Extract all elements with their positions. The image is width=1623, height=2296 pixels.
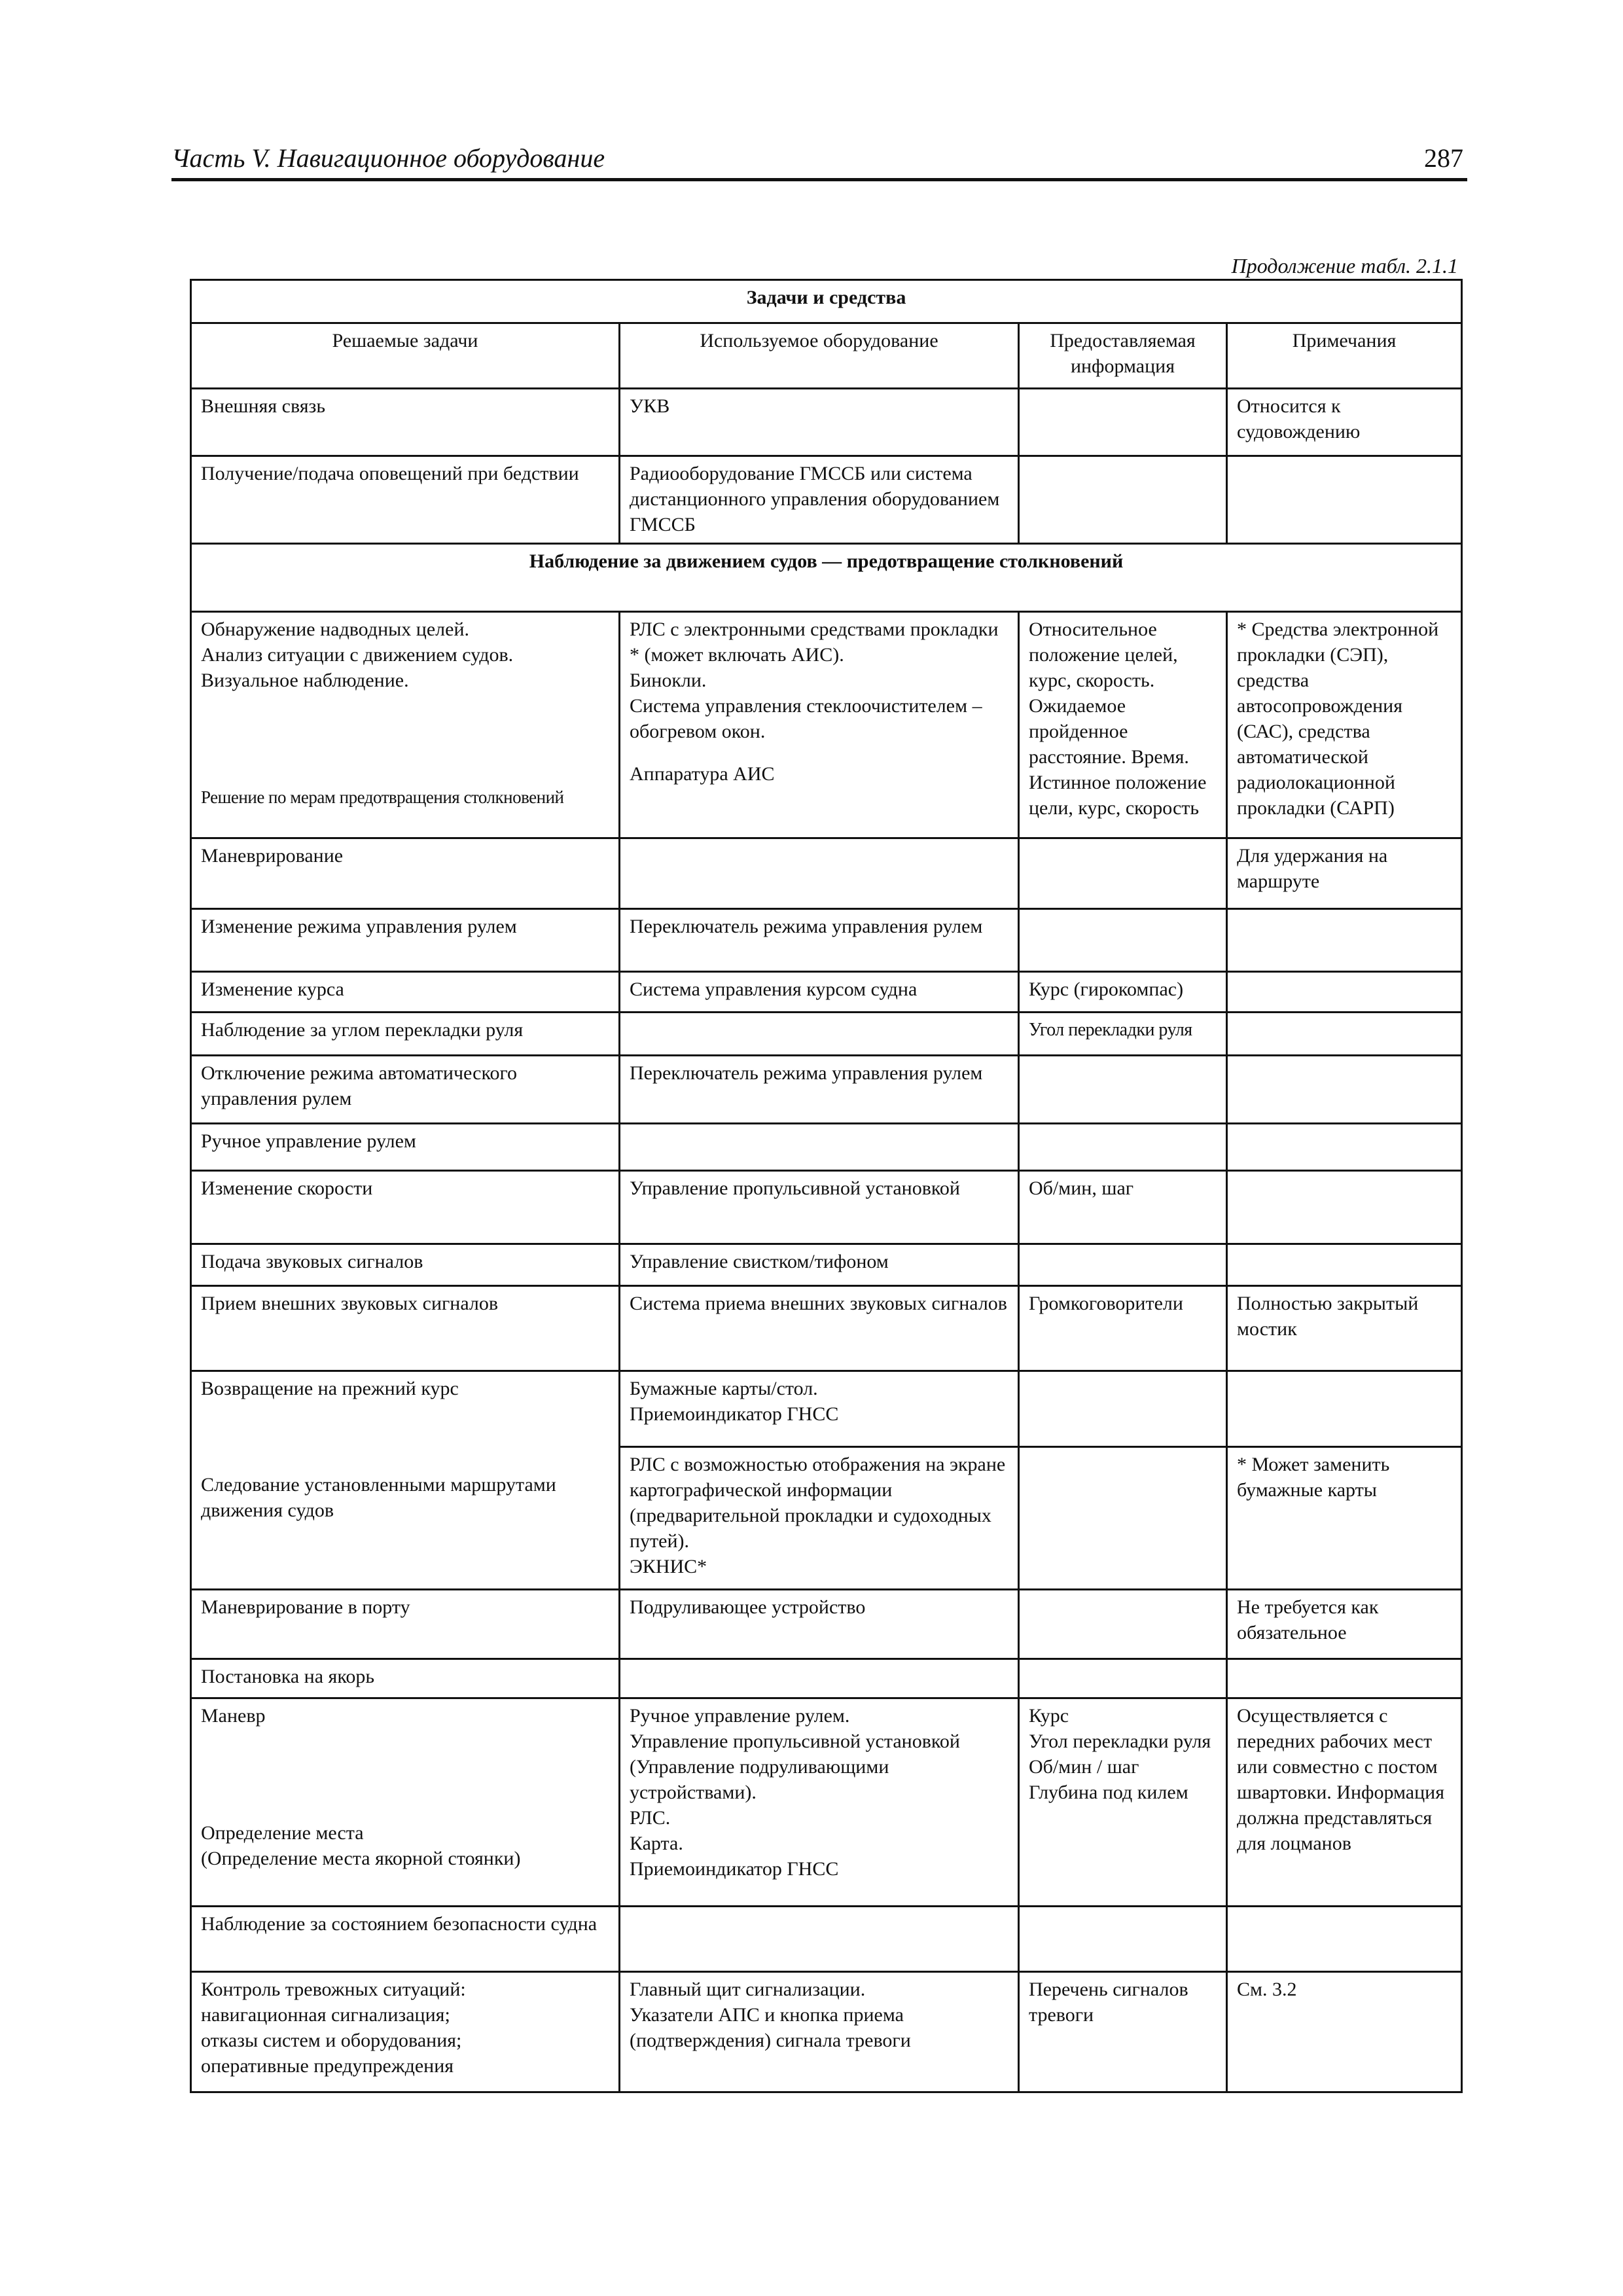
cell-line: Система управления стеклоочистителем – обогревом окон.	[630, 695, 988, 742]
cell-line: Возвращение на прежний курс	[201, 1378, 459, 1399]
table-cell	[1227, 1171, 1462, 1244]
table-cell: Подача звуковых сигналов	[191, 1244, 620, 1286]
table-cell	[1019, 1659, 1227, 1698]
cell-line: Карта.	[630, 1833, 683, 1854]
cell-line: Указатели АПС и кнопка приема (подтверждения) сигнала тревоги	[630, 2004, 911, 2051]
table-cell: Перечень сигналов тревоги	[1019, 1972, 1227, 2092]
column-header: Предоставляемая информация	[1019, 323, 1227, 389]
cell-line: Следование установленными маршрутами движения судов	[201, 1474, 562, 1521]
cell-line: оперативные предупреждения	[201, 2055, 454, 2077]
table-cell	[1019, 1371, 1227, 1447]
cell-line: Маневр	[201, 1705, 266, 1727]
table-cell: Внешняя связь	[191, 389, 620, 456]
table-row	[191, 1013, 1462, 1056]
table-cell: Постановка на якорь	[191, 1659, 620, 1698]
table-cell: Не требуется как обязательное	[1227, 1590, 1462, 1659]
table-cell: * Средства электронной прокладки (СЭП), средства автосопровождения (САС), средства автоматической радиолокационной прокладки (САРП)	[1227, 612, 1462, 838]
tasks-table	[190, 279, 1463, 2093]
table-cell: Подруливающее устройство	[620, 1590, 1019, 1659]
table-row	[191, 1972, 1462, 2092]
table-cell	[1019, 456, 1227, 544]
table-cell	[1227, 1244, 1462, 1286]
table-cell	[1227, 1013, 1462, 1056]
table-row	[191, 612, 1462, 838]
table-row	[191, 1659, 1462, 1698]
column-header: Примечания	[1227, 323, 1462, 389]
table-cell	[1227, 1056, 1462, 1124]
section-row	[191, 544, 1462, 612]
cell-line: Относительное положение целей, курс, скорость. Ожидаемое пройденное расстояние. Время.	[1029, 619, 1189, 768]
cell-line: Решение по мерам предотвращения столкновений	[201, 787, 564, 807]
column-header-row	[191, 323, 1462, 389]
table-cell: Изменение режима управления рулем	[191, 909, 620, 972]
table-row	[191, 1907, 1462, 1972]
cell-line: РЛС.	[630, 1807, 671, 1829]
table-cell	[1227, 1371, 1462, 1447]
table-cell	[1227, 1124, 1462, 1171]
cell-line: Приемоиндикатор ГНСС	[630, 1858, 839, 1880]
table-cell	[1019, 1447, 1227, 1590]
table-cell	[1019, 612, 1227, 838]
table-cell	[191, 1698, 620, 1907]
table-row	[191, 1286, 1462, 1371]
cell-spacer	[201, 1401, 609, 1454]
table-cell	[1019, 838, 1227, 909]
table-cell: Прием внешних звуковых сигналов	[191, 1286, 620, 1371]
cell-line: Приемоиндикатор ГНСС	[630, 1403, 839, 1425]
table-cell: Маневрирование в порту	[191, 1590, 620, 1659]
table-row	[191, 838, 1462, 909]
table-cell	[1019, 1124, 1227, 1171]
table-cell	[191, 1371, 620, 1590]
table-cell	[620, 1698, 1019, 1907]
table-cell	[1227, 909, 1462, 972]
table-row	[191, 1056, 1462, 1124]
table-cell: Система управления курсом судна	[620, 972, 1019, 1013]
cell-line: Определение места	[201, 1822, 364, 1844]
table-cell: Маневрирование	[191, 838, 620, 909]
cell-line: Аппаратура АИС	[630, 763, 775, 785]
table-cell: Полностью закрытый мостик	[1227, 1286, 1462, 1371]
table-cell	[1019, 389, 1227, 456]
table-cell: * Может заменить бумажные карты	[1227, 1447, 1462, 1590]
cell-line: Истинное положение цели, курс, скорость	[1029, 772, 1211, 819]
table-cell	[1227, 1659, 1462, 1698]
table-row	[191, 1371, 1462, 1447]
table-cell	[1227, 456, 1462, 544]
table-cell	[620, 1907, 1019, 1972]
cell-line: Об/мин / шаг	[1029, 1756, 1139, 1778]
table-cell: Управление пропульсивной установкой	[620, 1171, 1019, 1244]
table-row	[191, 1590, 1462, 1659]
table-cell: Ручное управление рулем	[191, 1124, 620, 1171]
table-cell: Радиооборудование ГМССБ или система дистанционного управления оборудованием ГМССБ	[620, 456, 1019, 544]
table-cell	[191, 612, 620, 838]
table-cell	[620, 1013, 1019, 1056]
page-number: 287	[1424, 143, 1463, 173]
table-cell: Получение/подача оповещений при бедствии	[191, 456, 620, 544]
table-row	[191, 389, 1462, 456]
cell-line: РЛС с электронными средствами прокладки * (может включать АИС).	[630, 619, 1004, 666]
table-cell: Для удержания на маршруте	[1227, 838, 1462, 909]
table-cell: См. 3.2	[1227, 1972, 1462, 2092]
table-cell	[1019, 1244, 1227, 1286]
table-cell: Относится к судовождению	[1227, 389, 1462, 456]
table-cell	[1227, 972, 1462, 1013]
cell-line: навигационная сигнализация;	[201, 2004, 450, 2026]
table-cell: Отключение режима автоматического управления рулем	[191, 1056, 620, 1124]
cell-line: Визуальное наблюдение.	[201, 670, 409, 691]
cell-line: Управление пропульсивной установкой (Управление подруливающими устройствами).	[630, 1731, 965, 1803]
table-row	[191, 456, 1462, 544]
table-continuation-label: Продолжение табл. 2.1.1	[1231, 254, 1458, 278]
running-header	[171, 143, 1467, 181]
table-cell	[1019, 1698, 1227, 1907]
table-cell	[620, 1124, 1019, 1171]
table-cell: Переключатель режима управления рулем	[620, 1056, 1019, 1124]
column-header: Решаемые задачи	[191, 323, 620, 389]
table-row	[191, 972, 1462, 1013]
cell-line: Бинокли.	[630, 670, 707, 691]
table-cell	[1019, 1907, 1227, 1972]
table-cell: Переключатель режима управления рулем	[620, 909, 1019, 972]
table-cell	[620, 1371, 1019, 1447]
table-title: Задачи и средства	[191, 280, 1462, 323]
cell-line: Главный щит сигнализации.	[630, 1979, 866, 2000]
table-cell: Наблюдение за углом перекладки руля	[191, 1013, 620, 1056]
table-cell	[191, 1972, 620, 2092]
table-cell: Изменение курса	[191, 972, 620, 1013]
cell-line: отказы систем и оборудования;	[201, 2030, 462, 2051]
table-cell: Наблюдение за состоянием безопасности судна	[191, 1907, 620, 1972]
cell-line: Глубина под килем	[1029, 1782, 1188, 1803]
table-row	[191, 1244, 1462, 1286]
cell-spacer	[201, 693, 609, 785]
column-header: Используемое оборудование	[620, 323, 1019, 389]
table-cell	[620, 612, 1019, 838]
cell-line: Анализ ситуации с движением судов.	[201, 644, 514, 666]
table-cell	[1227, 1907, 1462, 1972]
table-cell: Угол перекладки руля	[1019, 1013, 1227, 1056]
table-cell	[620, 1972, 1019, 2092]
cell-line: Ручное управление рулем.	[630, 1705, 850, 1727]
table-cell: Изменение скорости	[191, 1171, 620, 1244]
table-cell: Управление свистком/тифоном	[620, 1244, 1019, 1286]
cell-line: Обнаружение надводных целей.	[201, 619, 469, 640]
table-cell	[1019, 909, 1227, 972]
section-heading: Наблюдение за движением судов — предотвращение столкновений	[191, 544, 1462, 612]
cell-spacer	[201, 1729, 609, 1820]
cell-line: РЛС с возможностью отображения на экране картографической информации (предварительной прокладки и судоходных путей).	[630, 1454, 1010, 1552]
table-cell: Осуществляется с передних рабочих мест или совместно с постом швартовки. Информация должна представляться для лоцманов	[1227, 1698, 1462, 1907]
table-cell: Громкоговорители	[1019, 1286, 1227, 1371]
table-cell	[620, 1659, 1019, 1698]
cell-line: (Определение места якорной стоянки)	[201, 1848, 521, 1869]
table-row	[191, 1171, 1462, 1244]
table-cell: Курс (гирокомпас)	[1019, 972, 1227, 1013]
cell-line: Курс	[1029, 1705, 1069, 1727]
cell-line: ЭКНИС*	[630, 1556, 707, 1577]
table-cell: Об/мин, шаг	[1019, 1171, 1227, 1244]
table-cell: Система приема внешних звуковых сигналов	[620, 1286, 1019, 1371]
table-cell	[620, 1447, 1019, 1590]
table-cell	[1019, 1056, 1227, 1124]
table-cell	[620, 838, 1019, 909]
table-row	[191, 1698, 1462, 1907]
header-title: Часть V. Навигационное оборудование	[171, 143, 605, 173]
cell-spacer	[630, 744, 1008, 761]
table-title-row	[191, 280, 1462, 323]
table-row	[191, 909, 1462, 972]
table-row	[191, 1124, 1462, 1171]
table-cell: УКВ	[620, 389, 1019, 456]
cell-line: Угол перекладки руля	[1029, 1731, 1211, 1752]
cell-line: Контроль тревожных ситуаций:	[201, 1979, 466, 2000]
cell-line: Бумажные карты/стол.	[630, 1378, 818, 1399]
table-cell	[1019, 1590, 1227, 1659]
